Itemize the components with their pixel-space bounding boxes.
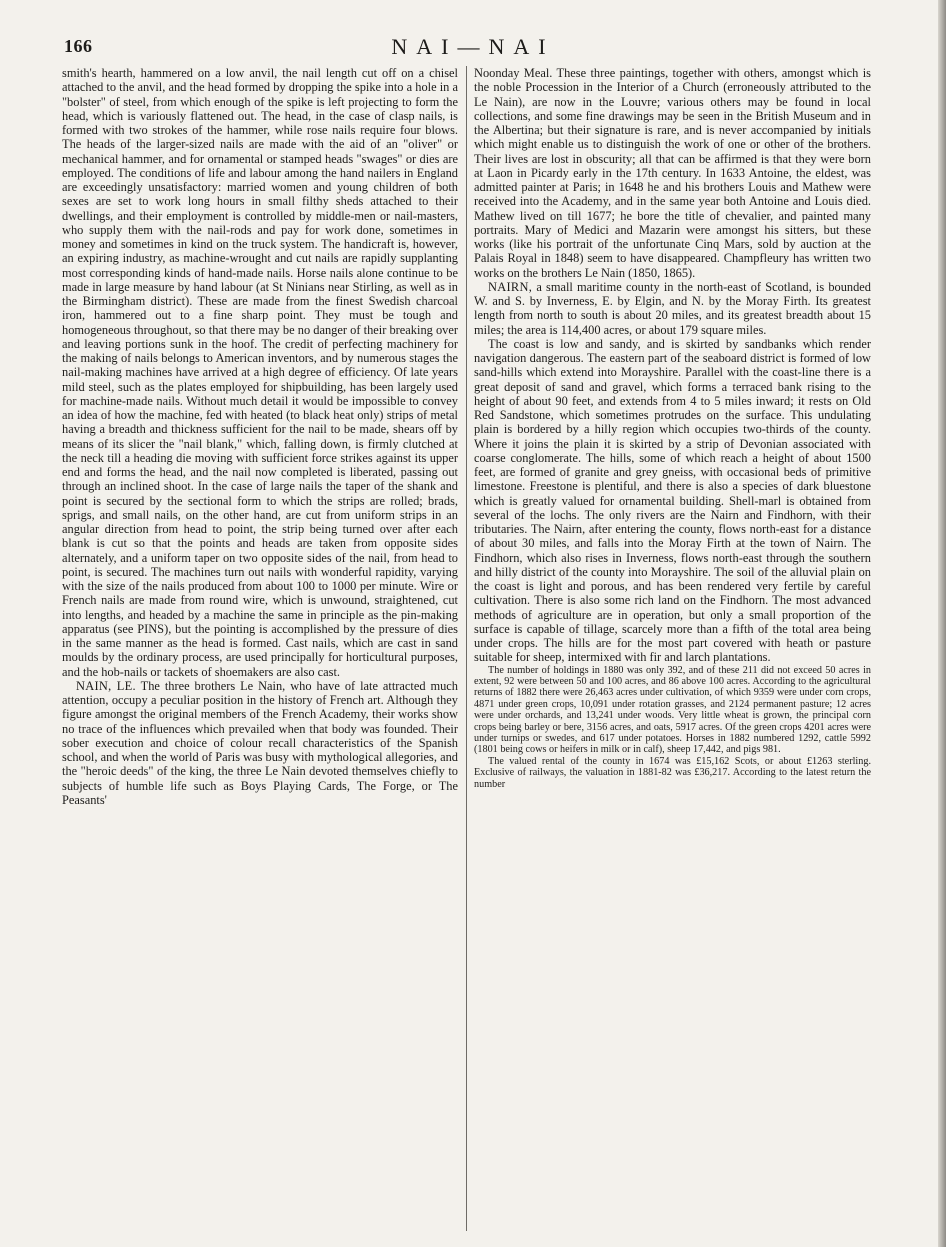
entry-headword-nairn: NAIRN, — [488, 279, 533, 294]
nairn-rental-paragraph: The valued rental of the county in 1674 was £15,162 Scots, or about £1263 sterling. Exclusive of railways, the valuation in 1881-82 was £36,217. According to the latest return the number — [474, 755, 871, 790]
le-nain-text: The three brothers Le Nain, who have of late attracted much attention, occupy a peculiar position in the history of French art. Although they figure amongst the original members of the French Academy, their works show no trace of the influences which prevailed when that body was founded. Their sober execution and choice of colour recall characteristics of the Spanish school, and when the world of Paris was busy with mythological allegories, and the "heroic deeds" of the king, the three Le Nain devoted themselves chiefly to subjects of humble life such as Boys Playing Cards, The Forge, or The Peasants' — [62, 678, 458, 807]
le-nain-entry — [62, 679, 458, 807]
left-column — [62, 66, 458, 1231]
nairn-geology-paragraph: The coast is low and sandy, and is skirted by sandbanks which render navigation dangerous. The eastern part of the seaboard district is formed of low sand-hills which extend into Morayshire. Parallel with the coast-line there is a great deposit of sand and gravel, which forms a terraced bank rising to the height of about 90 feet, and extends from 4 to 5 miles inward; it rests on Old Red Sandstone, which sometimes protrudes on the surface. This undulating plain is bordered by a hilly region which occupies two-thirds of the county. Where it joins the plain it is skirted by a strip of Devonian associated with coarse conglomerate. The hills, some of which reach a height of about 1500 feet, are formed of granite and grey gneiss, with occasional beds of primitive limestone. Freestone is plentiful, and there is also a species of dark bluestone which is greatly valued for ornamental building. Shell-marl is obtained from several of the lochs. The only rivers are the Nairn and Findhorn, with their tributaries. The Nairn, after entering the county, flows north-east for a distance of about 30 miles, and falls into the Moray Firth at the town of Nairn. The Findhorn, which also rises in Inverness, flows north-east through the southern and hilly district of the county into Morayshire. The soil of the alluvial plain on the coast is light and porous, and has been rendered very fertile by careful cultivation. There is also some rich land on the Findhorn. The most advanced methods of agriculture are in operation, but only a small proportion of the surface is capable of tillage, scarcely more than a fifth of the total area being under crops. The hills are for the most part covered with heath or pasture suitable for sheep, intermixed with fir and larch plantations. — [474, 336, 871, 665]
nairn-intro-text: a small maritime county in the north-east of Scotland, is bounded W. and S. by Inverness, E. by Elgin, and N. by the Moray Firth. Its greatest length from north to south is about 20 miles, and its greatest breadth about 15 miles; the area is 114,400 acres, or about 179 square miles. — [474, 279, 871, 337]
page-number: 166 — [64, 36, 93, 56]
nairn-agriculture-paragraph: The number of holdings in 1880 was only 392, and of these 211 did not exceed 50 acres in extent, 92 were between 50 and 100 acres, and 86 above 100 acres. According to the agricultural returns of 1882 there were 26,463 acres under cultivation, of which 9359 were under corn crops, 4871 under green crops, 10,091 under rotation grasses, and 2124 permanent pasture; 12 acres were under orchards, and 13,241 under woods. Very little wheat is grown, the principal corn crops being barley or bere, 3156 acres, and oats, 5917 acres. Of the green crops 4201 acres were under turnips or swedes, and 617 under potatoes. Horses in 1882 numbered 1292, cattle 5992 (1801 being cows or heifers in milk or in calf), sheep 17,442, and pigs 981. — [474, 664, 871, 756]
entry-headword-le-nain: NAIN, LE. — [76, 678, 136, 693]
right-column — [474, 66, 871, 1231]
column-rule — [466, 66, 467, 1231]
nairn-entry — [474, 280, 871, 337]
le-nain-continued-paragraph: Noonday Meal. These three paintings, together with others, amongst which is the noble Procession in the Interior of a Church (erroneously attributed to the Le Nain), are now in the Louvre; various others may be found in local collections, and some fine drawings may be seen in the British Museum and in the Albertina; but their signature is rare, and is never accompanied by initials which might enable us to distinguish the work of one or other of the brothers. Their lives are lost in obscurity; all that can be affirmed is that they were born at Laon in Picardy early in the 17th century. In 1633 Antoine, the eldest, was admitted painter at Paris; in 1648 he and his brothers Louis and Mathew were received into the Academy, and in the same year both Antoine and Louis died. Mathew lived on till 1677; he bore the title of chevalier, and painted many portraits. Mary of Medici and Mazarin were amongst his sitters, but these works (like his portrait of the unfortunate Cinq Mars, sold by auction at the Palais Royal in 1848) seem to have disappeared. Champfleury has written two works on the brothers Le Nain (1850, 1865). — [474, 66, 871, 280]
nail-making-paragraph: smith's hearth, hammered on a low anvil, the nail length cut off on a chisel attached to the anvil, and the head formed by dropping the spike into a hole in a "bolster" of steel, from which enough of the spike is left projecting to form the head, which is variously flattened out. The head, in the case of clasp nails, is formed with two strokes of the hammer, while rose nails require four blows. The heads of the larger-sized nails are made with the aid of an "oliver" or mechanical hammer, and for ornamental or stamped heads "swages" or dies are employed. The conditions of life and labour among the hand nailers in England are exceedingly unsatisfactory: married women and young children of both sexes are set to work long hours in small filthy sheds attached to their dwellings, and their employment is controlled by middle-men or nail-masters, who supply them with the nail-rods and pay for work done, sometimes in money and sometimes in kind on the truck system. The handicraft is, however, an expiring industry, as machine-wrought and cut nails are rapidly supplanting most corresponding kinds of hand-made nails. Horse nails alone continue to be made in large measure by hand labour (at St Ninians near Stirling, as well as in the Birmingham district). These are made from the finest Swedish charcoal iron, hammered out to a fine sharp point. They must be tough and homogeneous throughout, so that there may be no danger of their breaking over and leaving portions sunk in the hoof. The credit of perfecting machinery for the making of nails belongs to American inventors, and by numerous stages the nail-making machines have arrived at a high degree of efficiency. Of late years mild steel, such as the plates employed for shipbuilding, has been largely used for machine-made nails. Without much detail it would be impossible to convey an idea of how the machine, fed with heated (to black heat only) strips of metal having a breadth and thickness sufficient for the nail to be made, shears off by means of its slicer the "nail blank," which, falling down, is firmly clutched at the neck till a heading die moving with sufficient force strikes against its upper end and forms the head, and the nail now completed is liberated, passing out through an inclined shoot. In the case of large nails the taper of the shank and point is secured by the sectional form to which the strips are rolled; brads, sprigs, and small nails, on the other hand, are cut from uniform strips in an angular direction from head to point, the strip being turned over after each blank is cut so that the points and heads are taken from opposite sides alternately, and a uniform taper on two opposite sides of the nail, from head to point, is secured. The machines turn out nails with wonderful rapidity, varying with the size of the nails produced from about 100 to 1000 per minute. Wire or French nails are made from round wire, which is unwound, straightened, cut into lengths, and headed by a machine the same in principle as the pin-making apparatus (see PINS), but the pointing is accomplished by the pressure of dies in the same manner as the head is formed. Cast nails, which are cast in sand moulds by the ordinary process, are used principally for horticultural purposes, and the hob-nails or tackets of shoemakers are also cast. — [62, 66, 458, 679]
page-edge-shadow — [938, 0, 946, 1247]
running-head: NAI—NAI — [391, 34, 555, 59]
